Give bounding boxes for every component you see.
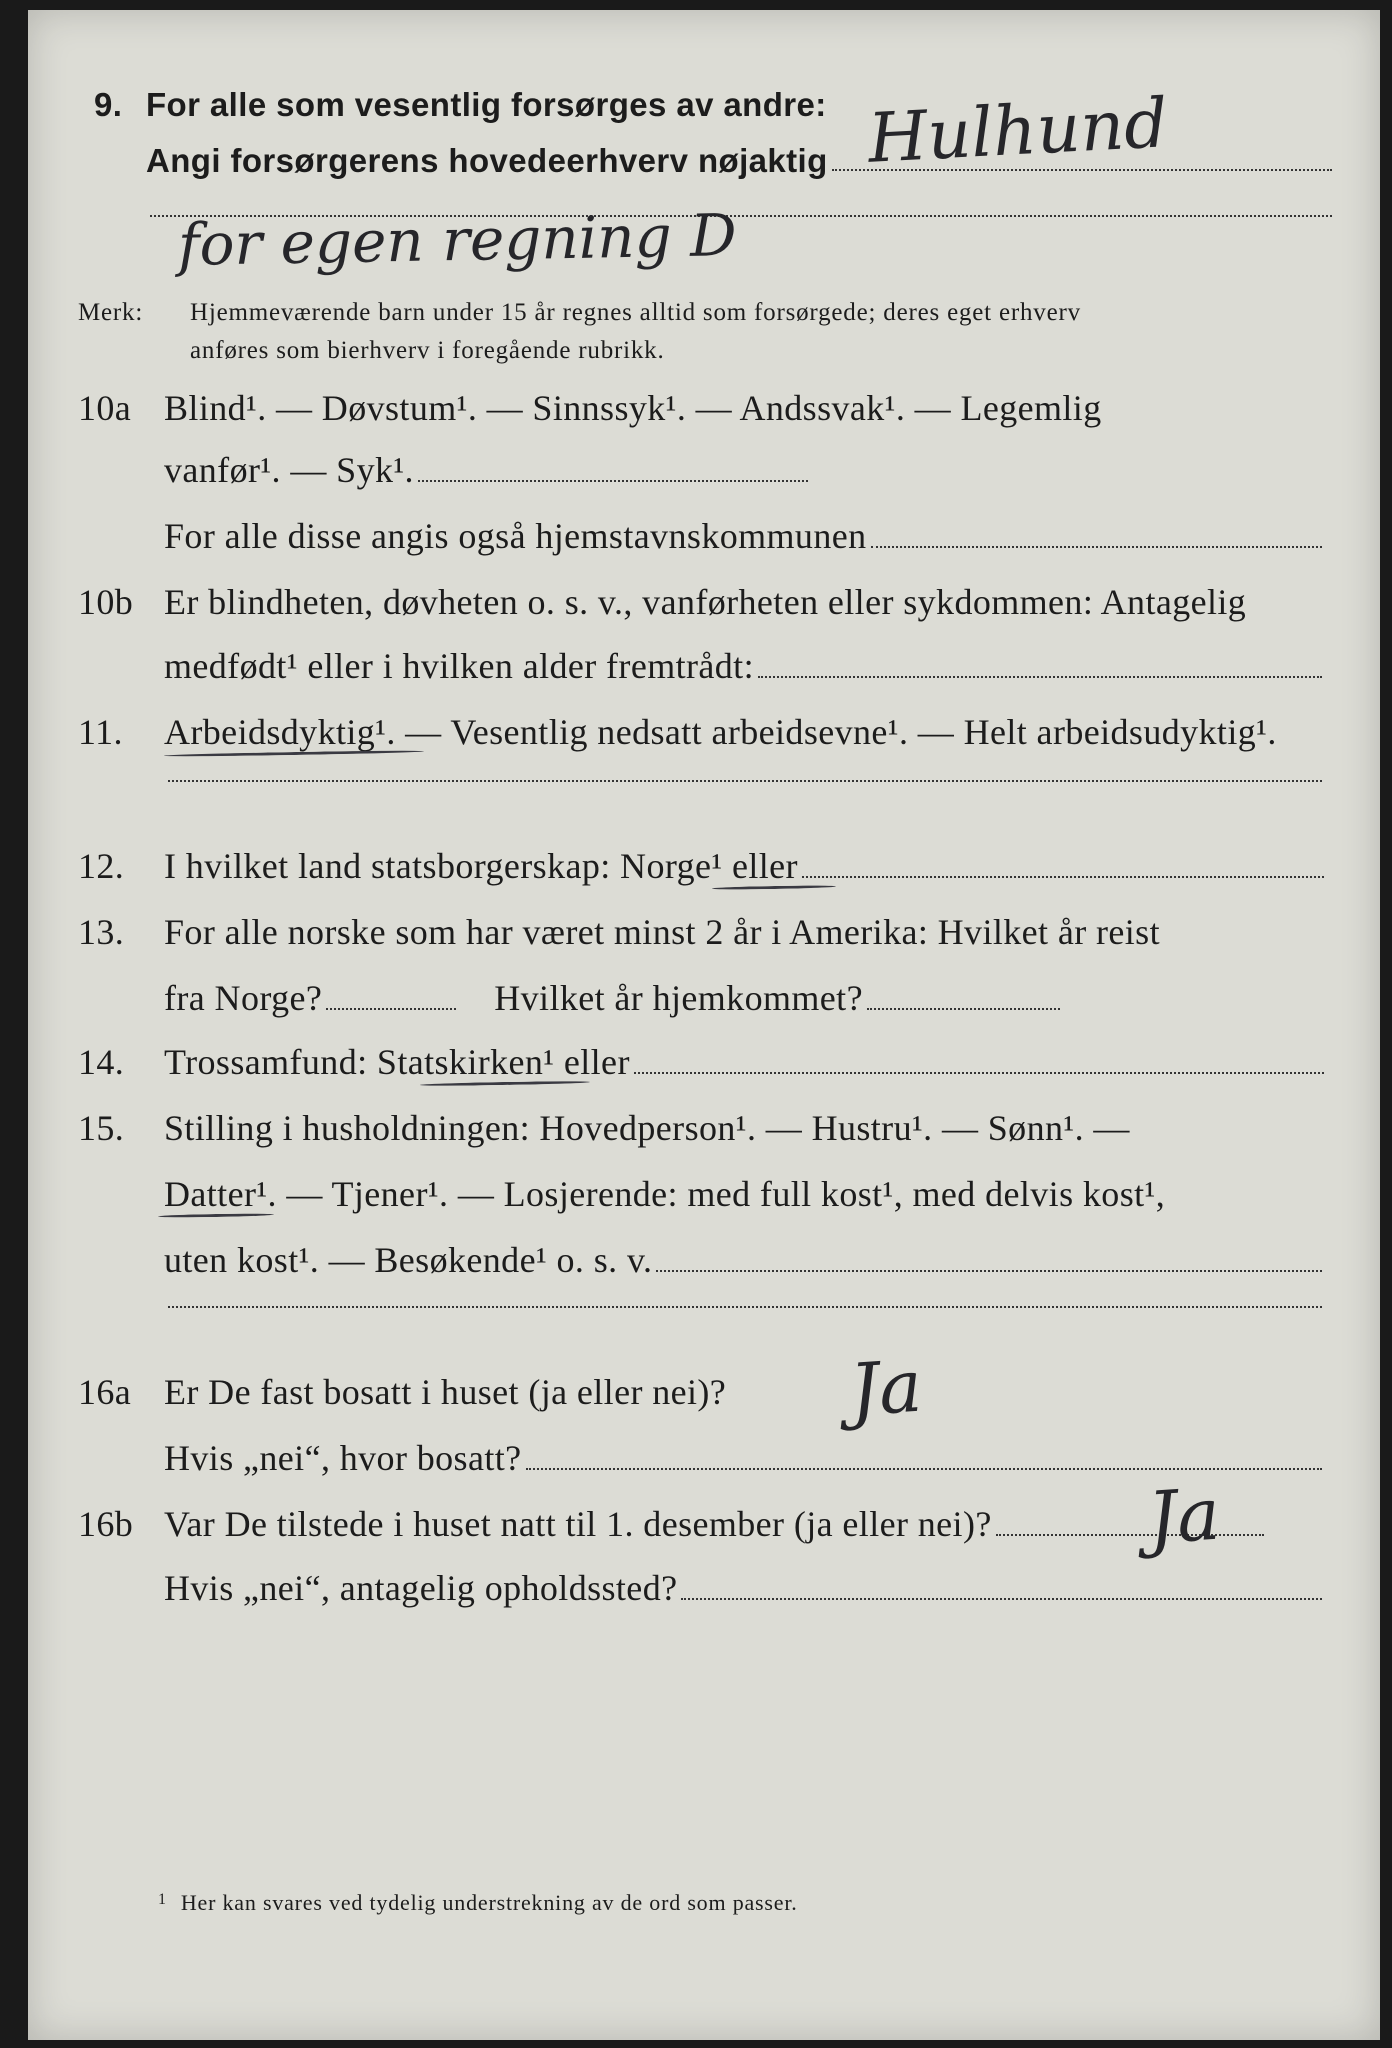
q16b-fill-line [996, 1534, 1264, 1536]
q16b-handwritten-answer: Ja [1145, 1471, 1223, 1561]
q11-fill-line [168, 780, 1322, 782]
q16a-fill-line [526, 1468, 1322, 1470]
q16a-text-line1: Er De fast bosatt i huset (ja eller nei)? [164, 1372, 727, 1412]
q12-text-line1: I hvilket land statsborgerskap: Norge¹ eller [164, 846, 798, 886]
q10a-line1 [78, 390, 1338, 426]
q15-line2 [164, 1176, 1165, 1212]
q12-fill-line [802, 876, 1324, 878]
q10b-text-line2: medfødt¹ eller i hvilken alder fremtrådt: [164, 646, 754, 686]
q15-line1 [78, 1110, 1338, 1146]
q10b-line1 [78, 584, 1338, 620]
q13-fill-line-a [326, 1008, 456, 1010]
q10a-text-line3: For alle disse angis også hjemstavnskommunen [164, 516, 867, 556]
q10b-number: 10b [78, 582, 134, 622]
q11-text-line1: Arbeidsdyktig¹. — Vesentlig nedsatt arbeidsevne¹. — Helt arbeidsudyktig¹. [164, 712, 1277, 752]
q13-fill-line-b [867, 1008, 1060, 1010]
merk-label: Merk: [78, 299, 144, 326]
q15-text-line3: uten kost¹. — Besøkende¹ o. s. v. [164, 1240, 653, 1280]
q16b-line2 [164, 1570, 1326, 1606]
census-form-page [28, 10, 1380, 2040]
footnote-text: Her kan svares ved tydelig understrekning av de ord som passer. [180, 1890, 798, 1915]
q9-text-line2: Angi forsørgerens hovedeerhverv nøjaktig [146, 142, 828, 179]
q14-number: 14. [78, 1042, 125, 1082]
footnote-mark: 1 [158, 1891, 167, 1908]
q16b-fill-line-2 [681, 1598, 1322, 1600]
q12-number: 12. [78, 846, 125, 886]
q13-number: 13. [78, 912, 125, 952]
q15-fill-row [164, 1306, 1326, 1314]
q9-number: 9. [94, 86, 123, 123]
q15-line3 [164, 1242, 1326, 1278]
q15-number: 15. [78, 1108, 125, 1148]
q16b-text-line2: Hvis „nei“, antagelig opholdssted? [164, 1568, 678, 1608]
q9-handwritten-answer-1: Hulhund [866, 84, 1170, 179]
q9-handwritten-answer-2: for egen regning D [177, 201, 738, 279]
q11-fill-row [164, 780, 1326, 788]
q12-line1 [78, 848, 1328, 884]
q16b-text-line1: Var De tilstede i huset natt til 1. desember (ja eller nei)? [164, 1504, 992, 1544]
q15-fill-line [656, 1270, 1322, 1272]
q10a-line3 [164, 518, 1326, 554]
q14-fill-line [634, 1072, 1324, 1074]
q10a-fill-line-2 [871, 546, 1322, 548]
merk-line2 [190, 338, 665, 363]
q10a-line2 [164, 452, 812, 488]
q16a-text-line2: Hvis „nei“, hvor bosatt? [164, 1438, 522, 1478]
q16a-handwritten-answer: Ja [847, 1343, 925, 1433]
merk-text-line2: anføres som bierhverv i foregående rubrikk. [190, 337, 665, 364]
q11-line1 [78, 714, 1338, 750]
q11-number: 11. [78, 712, 123, 752]
q14-text-line1: Trossamfund: Statskirken¹ eller [164, 1042, 630, 1082]
q16a-number: 16a [78, 1372, 132, 1412]
footnote [158, 1892, 798, 1914]
q13-text-line2b: Hvilket år hjemkommet? [494, 978, 863, 1018]
q10a-fill-line [418, 480, 808, 482]
q9-text-line1: For alle som vesentlig forsørges av andre: [146, 86, 827, 123]
q13-line1 [78, 914, 1338, 950]
q10a-number: 10a [78, 388, 132, 428]
q16a-line2 [164, 1440, 1326, 1476]
q10a-text-line1: Blind¹. — Døvstum¹. — Sinnssyk¹. — Andssvak¹. — Legemlig [164, 388, 1102, 428]
q15-text-line1: Stilling i husholdningen: Hovedperson¹. — Hustru¹. — Sønn¹. — [164, 1108, 1130, 1148]
q9-line1 [94, 88, 874, 121]
q13-text-line2a: fra Norge? [164, 978, 323, 1018]
merk-line1 [78, 300, 1338, 325]
q10b-fill-line [758, 676, 1322, 678]
q15-fill-line-2 [168, 1306, 1322, 1308]
q16b-line1 [78, 1506, 1268, 1542]
q15-text-line2: Datter¹. — Tjener¹. — Losjerende: med full kost¹, med delvis kost¹, [164, 1174, 1166, 1214]
q16b-number: 16b [78, 1504, 134, 1544]
q16a-line1 [78, 1374, 838, 1410]
q13-line2 [164, 980, 1064, 1016]
q14-line1 [78, 1044, 1328, 1080]
q10b-line2 [164, 648, 1326, 684]
q10a-text-line2: vanfør¹. — Syk¹. [164, 450, 414, 490]
q13-text-line1: For alle norske som har været minst 2 år i Amerika: Hvilket år reist [164, 912, 1160, 952]
merk-text-line1: Hjemmeværende barn under 15 år regnes alltid som forsørgede; deres eget erhverv [190, 299, 1081, 326]
q10b-text-line1: Er blindheten, døvheten o. s. v., vanførheten eller sykdommen: Antagelig [164, 582, 1247, 622]
